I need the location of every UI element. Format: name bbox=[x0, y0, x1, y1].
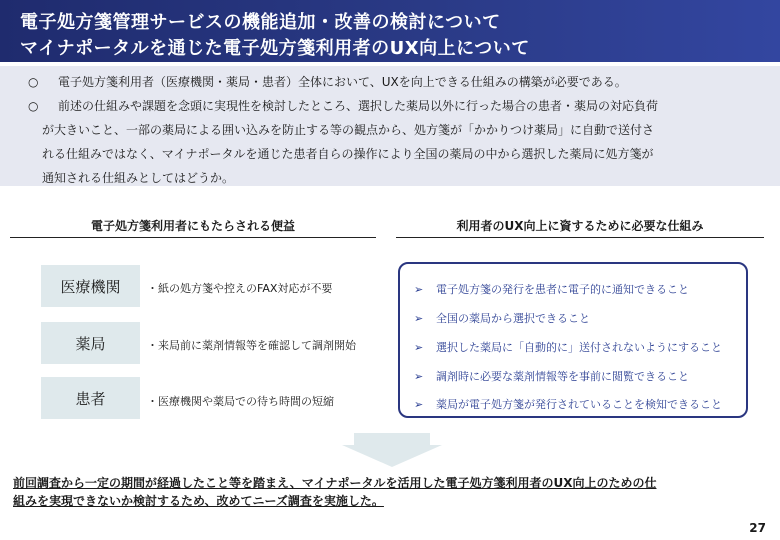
entity-pharmacy: 薬局 bbox=[41, 322, 140, 364]
benefit-patient: ・医療機関や薬局での待ち時間の短縮 bbox=[147, 395, 334, 408]
page-number: 27 bbox=[749, 521, 766, 535]
mechanism-item: ➢ 電子処方箋の発行を患者に電子的に通知できること bbox=[414, 283, 689, 296]
mechanism-item: ➢ 薬局が電子処方箋が発行されていることを検知できること bbox=[414, 398, 722, 411]
page-title: 電子処方箋管理サービスの機能追加・改善の検討について bbox=[20, 12, 501, 33]
entity-patient: 患者 bbox=[41, 377, 140, 419]
page-subtitle: マイナポータルを通じた電子処方箋利用者のUX向上について bbox=[20, 38, 530, 59]
conclusion-line-1: 前回調査から一定の期間が経過したこと等を踏まえ、マイナポータルを活用した電子処方箋利用者のUX向上のための仕 bbox=[13, 476, 657, 490]
benefits-heading: 電子処方箋利用者にもたらされる便益 bbox=[90, 219, 295, 233]
mechanism-item: ➢ 全国の薬局から選択できること bbox=[414, 312, 590, 325]
mechanisms-box bbox=[398, 262, 748, 418]
mechanism-item: ➢ 調剤時に必要な薬剤情報等を事前に閲覧できること bbox=[414, 370, 689, 383]
entity-medical-institution: 医療機関 bbox=[41, 265, 140, 307]
bullet-circle-icon: ○ bbox=[28, 75, 39, 89]
mechanisms-heading-rule bbox=[396, 237, 764, 238]
arrow-bullet-icon: ➢ bbox=[414, 370, 424, 383]
benefit-medical-institution: ・紙の処方箋や控えのFAX対応が不要 bbox=[147, 282, 333, 295]
benefits-heading-rule bbox=[10, 237, 376, 238]
mechanisms-heading: 利用者のUX向上に資するために必要な仕組み bbox=[456, 219, 704, 233]
mechanism-item: ➢ 選択した薬局に「自動的に」送付されないようにすること bbox=[414, 341, 722, 354]
header-bar bbox=[0, 0, 780, 62]
arrow-bullet-icon: ➢ bbox=[414, 312, 424, 325]
down-arrow-icon bbox=[342, 433, 442, 467]
intro-bullet-2 bbox=[28, 94, 658, 118]
arrow-bullet-icon: ➢ bbox=[414, 283, 424, 296]
arrow-bullet-icon: ➢ bbox=[414, 398, 424, 411]
benefit-pharmacy: ・来局前に薬剤情報等を確認して調剤開始 bbox=[147, 339, 356, 352]
intro-bullet-2-text: 前述の仕組みや課題を念頭に実現性を検討したところ、選択した薬局以外に行った場合の患者・薬局の対応負荷 bbox=[58, 99, 659, 113]
intro-bullet-1-text: 電子処方箋利用者（医療機関・薬局・患者）全体において、UXを向上できる仕組みの構築が必要である。 bbox=[58, 75, 627, 89]
intro-bullet-1 bbox=[28, 70, 627, 94]
intro-panel bbox=[0, 66, 780, 186]
bullet-circle-icon: ○ bbox=[28, 99, 39, 113]
conclusion-line-2: 組みを実現できないか検討するため、改めてニーズ調査を実施した。 bbox=[13, 494, 384, 508]
intro-bullet-2-line-3: れる仕組みではなく、マイナポータルを通じた患者自らの操作により全国の薬局の中から選択した薬局に処方箋が bbox=[42, 147, 654, 161]
intro-bullet-2-line-2: が大きいこと、一部の薬局による囲い込みを防止する等の観点から、処方箋が「かかりつけ薬局」に自動で送付さ bbox=[42, 123, 655, 137]
arrow-bullet-icon: ➢ bbox=[414, 341, 424, 354]
intro-bullet-2-line-4: 通知される仕組みとしてはどうか。 bbox=[42, 171, 235, 185]
